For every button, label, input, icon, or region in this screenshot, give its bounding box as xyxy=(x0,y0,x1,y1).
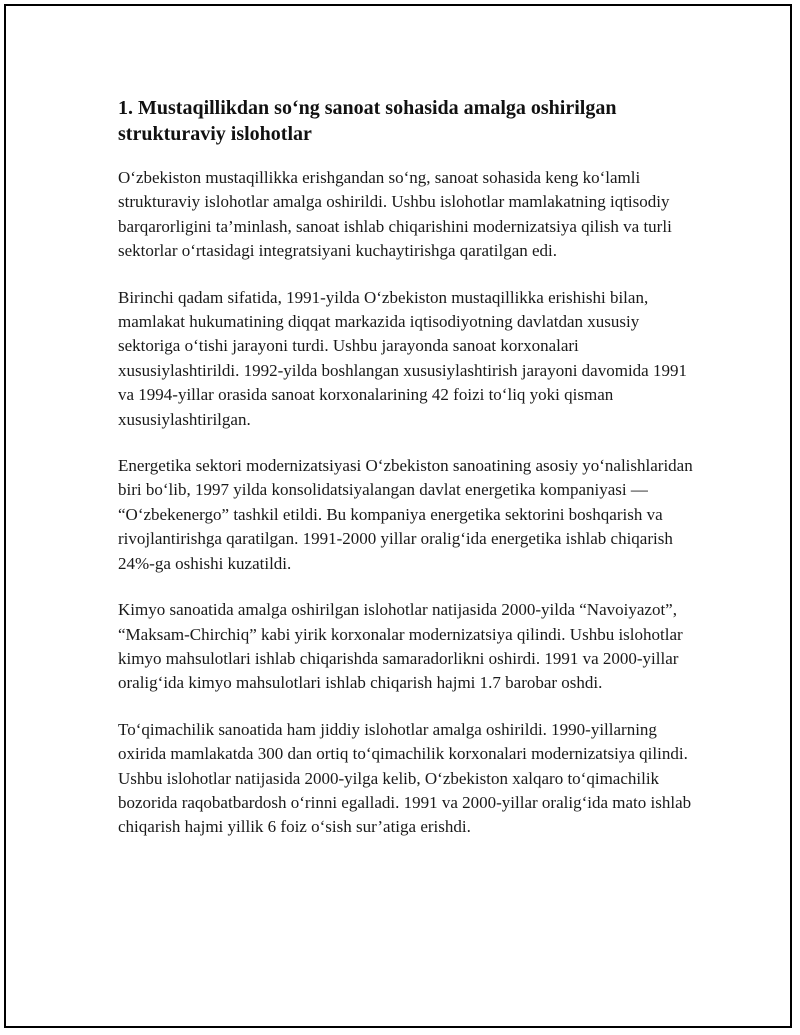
paragraph-textile: To‘qimachilik sanoatida ham jiddiy islohotlar amalga oshirildi. 1990-yillarning oxirida mamlakatda 300 dan ortiq to‘qimachilik korxonalari modernizatsiya qilindi. Ushbu islohotlar natijasida 2000-yilga kelib, O‘zbekiston xalqaro to‘qimachilik bozorida raqobatbardosh o‘rinni egalladi. 1991 va 2000-yillar oralig‘ida mato ishlab chiqarish hajmi yillik 6 foiz o‘sish sur’atiga erishdi. xyxy=(118,719,692,837)
paragraph-intro: O‘zbekiston mustaqillikka erishgandan so‘ng, sanoat sohasida keng ko‘lamli strukturaviy islohotlar amalga oshirildi. Ushbu islohotlar mamlakatning iqtisodiy barqarorligini ta’minlash, sanoat ishlab chiqarishini modernizatsiya qilish va turli sektorlar o‘rtasidagi integratsiyani kuchaytirishga qaratilgan edi. xyxy=(118,168,672,261)
paragraph-energy: Energetika sektori modernizatsiyasi O‘zbekiston sanoatining asosiy yo‘nalishlaridan biri bo‘lib, 1997 yilda konsolidatsiyalangan davlat energetika kompaniyasi — “O‘zbekenergo” tashkil etildi. Bu kompaniya energetika sektorini boshqarish va rivojlantirishga qaratilgan. 1991-2000 yillar oralig‘ida energetika ishlab chiqarish 24%-ga oshishi kuzatildi. xyxy=(118,456,693,573)
paragraph-chemical: Kimyo sanoatida amalga oshirilgan islohotlar natijasida 2000-yilda “Navoiyazot”, “Maksam-Chirchiq” kabi yirik korxonalar modernizatsiya qilindi. Ushbu islohotlar kimyo mahsulotlari ishlab chiqarishda samaradorlikni oshirdi. 1991 va 2000-yillar oralig‘ida kimyo mahsulotlari ishlab chiqarish hajmi 1.7 barobar oshdi. xyxy=(118,600,683,693)
paragraph-privatization: Birinchi qadam sifatida, 1991-yilda O‘zbekiston mustaqillikka erishishi bilan, mamlakat hukumatining diqqat markazida iqtisodiyotning davlatdan xususiy sektoriga o‘tishi jarayoni turdi. Ushbu jarayonda sanoat korxonalari xususiylashtirildi. 1992-yilda boshlangan xususiylashtirish jarayoni davomida 1991 va 1994-yillar orasida sanoat korxonalarining 42 foizi to‘liq yoki qisman xususiylashtirilgan. xyxy=(118,287,687,429)
document-body xyxy=(118,95,693,862)
section-heading: 1. Mustaqillikdan so‘ng sanoat sohasida amalga oshirilgan strukturaviy islohotlar xyxy=(118,97,617,145)
